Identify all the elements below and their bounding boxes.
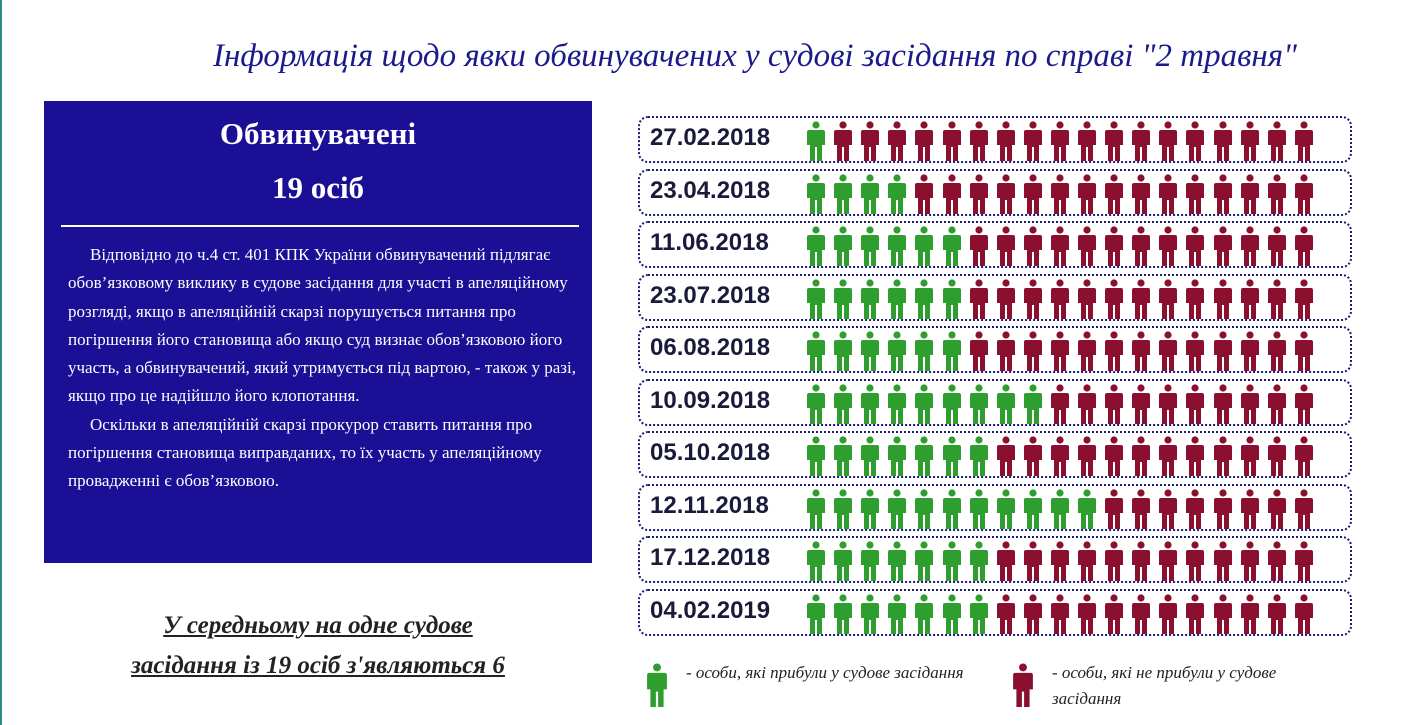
person-absent-icon	[1077, 384, 1097, 424]
person-present-icon	[806, 226, 826, 266]
person-absent-icon	[1104, 174, 1124, 214]
person-absent-icon	[1131, 226, 1151, 266]
row-date-label: 27.02.2018	[650, 124, 771, 151]
person-absent-icon	[1267, 594, 1287, 634]
person-absent-icon	[1240, 331, 1260, 371]
person-absent-icon	[1240, 226, 1260, 266]
person-present-icon	[833, 489, 853, 529]
person-absent-icon	[1213, 384, 1233, 424]
person-absent-icon	[969, 331, 989, 371]
attendance-row	[638, 431, 1352, 478]
person-absent-icon	[969, 174, 989, 214]
person-absent-icon	[1023, 121, 1043, 161]
person-present-icon	[806, 594, 826, 634]
person-absent-icon	[969, 226, 989, 266]
person-absent-icon	[1185, 226, 1205, 266]
person-present-icon	[833, 541, 853, 581]
person-absent-icon	[1213, 436, 1233, 476]
person-absent-icon	[1158, 541, 1178, 581]
person-present-icon	[887, 594, 907, 634]
person-absent-icon	[1077, 226, 1097, 266]
person-absent-icon	[1185, 174, 1205, 214]
person-present-icon	[646, 662, 668, 708]
row-figures	[806, 331, 1336, 371]
attendance-row	[638, 326, 1352, 373]
panel-heading-line2: 19 осіб	[271, 170, 365, 205]
legend-present-label: - особи, які прибули у судове засідання	[686, 663, 964, 682]
person-present-icon	[996, 384, 1016, 424]
person-present-icon	[887, 279, 907, 319]
person-absent-icon	[1185, 489, 1205, 529]
person-absent-icon	[1213, 594, 1233, 634]
person-absent-icon	[1294, 174, 1314, 214]
person-absent-icon	[1050, 226, 1070, 266]
person-present-icon	[914, 594, 934, 634]
person-present-icon	[806, 121, 826, 161]
row-date-label: 04.02.2019	[650, 596, 771, 624]
page-title: Інформація щодо явки обвинувачених у судові засідання по справі "2 травня"	[212, 38, 1298, 74]
person-absent-icon	[1294, 331, 1314, 371]
attendance-row	[638, 484, 1352, 531]
person-present-icon	[942, 541, 962, 581]
row-date-label: 11.06.2018	[650, 229, 769, 256]
person-absent-icon	[1077, 436, 1097, 476]
person-present-icon	[942, 279, 962, 319]
person-present-icon	[860, 489, 880, 529]
panel-paragraph-2: Оскільки в апеляційній скарзі прокурор ставить питання про погіршення становища виправданих, то їх участь у апеляційному провадженні є обов’язковою.	[68, 414, 542, 491]
left-edge-line	[0, 0, 2, 725]
row-figures	[806, 594, 1336, 634]
attendance-row	[638, 274, 1352, 321]
person-absent-icon	[1185, 436, 1205, 476]
person-absent-icon	[1050, 541, 1070, 581]
legend-absent-label: - особи, які не прибули у судове засідання	[1052, 663, 1277, 708]
person-absent-icon	[1267, 489, 1287, 529]
person-absent-icon	[1050, 384, 1070, 424]
person-absent-icon	[1023, 174, 1043, 214]
person-absent-icon	[1050, 279, 1070, 319]
person-present-icon	[1077, 489, 1097, 529]
attendance-row	[638, 116, 1352, 163]
person-present-icon	[914, 541, 934, 581]
person-absent-icon	[1240, 489, 1260, 529]
person-present-icon	[806, 384, 826, 424]
person-absent-icon	[1131, 174, 1151, 214]
person-absent-icon	[1294, 436, 1314, 476]
person-absent-icon	[1077, 331, 1097, 371]
person-absent-icon	[1023, 279, 1043, 319]
person-absent-icon	[1104, 331, 1124, 371]
person-present-icon	[833, 174, 853, 214]
person-absent-icon	[1158, 384, 1178, 424]
person-absent-icon	[996, 436, 1016, 476]
person-absent-icon	[1158, 174, 1178, 214]
person-present-icon	[996, 489, 1016, 529]
row-date-label: 06.08.2018	[650, 334, 771, 361]
row-figures	[806, 279, 1336, 319]
person-absent-icon	[1267, 121, 1287, 161]
person-present-icon	[914, 226, 934, 266]
person-absent-icon	[1267, 174, 1287, 214]
person-present-icon	[914, 436, 934, 476]
person-absent-icon	[1294, 226, 1314, 266]
person-absent-icon	[1240, 436, 1260, 476]
person-present-icon	[806, 174, 826, 214]
person-absent-icon	[1050, 594, 1070, 634]
person-absent-icon	[1131, 489, 1151, 529]
person-absent-icon	[1294, 489, 1314, 529]
person-present-icon	[806, 331, 826, 371]
person-absent-icon	[1077, 541, 1097, 581]
person-absent-icon	[1131, 594, 1151, 634]
person-present-icon	[860, 279, 880, 319]
person-present-icon	[942, 331, 962, 371]
person-present-icon	[1023, 384, 1043, 424]
person-present-icon	[887, 541, 907, 581]
person-present-icon	[833, 331, 853, 371]
person-present-icon	[887, 226, 907, 266]
person-absent-icon	[996, 541, 1016, 581]
row-date-label: 23.04.2018	[650, 176, 771, 204]
attendance-row	[638, 169, 1352, 216]
row-figures	[806, 121, 1336, 161]
person-absent-icon	[996, 331, 1016, 371]
person-present-icon	[914, 489, 934, 529]
person-absent-icon	[1267, 226, 1287, 266]
person-present-icon	[969, 594, 989, 634]
person-absent-icon	[887, 121, 907, 161]
person-present-icon	[860, 541, 880, 581]
person-absent-icon	[1050, 436, 1070, 476]
person-absent-icon	[1240, 174, 1260, 214]
person-absent-icon	[1131, 436, 1151, 476]
person-present-icon	[860, 174, 880, 214]
person-absent-icon	[1240, 121, 1260, 161]
person-present-icon	[806, 489, 826, 529]
person-absent-icon	[1158, 436, 1178, 476]
person-absent-icon	[1213, 489, 1233, 529]
person-absent-icon	[996, 174, 1016, 214]
person-present-icon	[806, 279, 826, 319]
row-figures	[806, 384, 1336, 424]
row-figures	[806, 226, 1336, 266]
person-absent-icon	[1077, 174, 1097, 214]
person-absent-icon	[1240, 279, 1260, 319]
person-present-icon	[887, 174, 907, 214]
person-absent-icon	[1131, 331, 1151, 371]
person-absent-icon	[1294, 279, 1314, 319]
person-absent-icon	[996, 279, 1016, 319]
person-absent-icon	[833, 121, 853, 161]
person-absent-icon	[1077, 279, 1097, 319]
person-absent-icon	[1023, 541, 1043, 581]
person-present-icon	[860, 226, 880, 266]
summary-line2: засідання із 19 осіб з'являються 6	[131, 652, 505, 679]
attendance-row	[638, 589, 1352, 636]
person-present-icon	[860, 594, 880, 634]
person-absent-icon	[969, 279, 989, 319]
person-absent-icon	[1050, 174, 1070, 214]
person-absent-icon	[996, 594, 1016, 634]
person-present-icon	[833, 594, 853, 634]
person-absent-icon	[1267, 436, 1287, 476]
person-absent-icon	[1213, 121, 1233, 161]
row-date-label: 17.12.2018	[650, 544, 771, 571]
person-absent-icon	[942, 174, 962, 214]
person-absent-icon	[1294, 594, 1314, 634]
person-absent-icon	[1267, 541, 1287, 581]
person-present-icon	[806, 541, 826, 581]
person-absent-icon	[996, 226, 1016, 266]
person-absent-icon	[1104, 436, 1124, 476]
person-absent-icon	[1240, 594, 1260, 634]
person-absent-icon	[1158, 331, 1178, 371]
person-absent-icon	[1104, 594, 1124, 634]
person-absent-icon	[1213, 226, 1233, 266]
person-present-icon	[833, 279, 853, 319]
person-absent-icon	[1213, 174, 1233, 214]
person-absent-icon	[1294, 384, 1314, 424]
person-absent-icon	[1267, 384, 1287, 424]
person-present-icon	[969, 489, 989, 529]
person-absent-icon	[914, 121, 934, 161]
attendance-row	[638, 536, 1352, 583]
person-present-icon	[887, 489, 907, 529]
person-present-icon	[969, 541, 989, 581]
person-absent-icon	[942, 121, 962, 161]
person-present-icon	[833, 384, 853, 424]
row-figures	[806, 541, 1336, 581]
person-present-icon	[806, 436, 826, 476]
panel-heading-line1: Обвинувачені	[219, 116, 417, 151]
attendance-chart	[638, 116, 1352, 641]
person-absent-icon	[1050, 121, 1070, 161]
summary-text	[44, 606, 592, 686]
panel-divider	[61, 225, 579, 227]
person-absent-icon	[1131, 279, 1151, 319]
person-absent-icon	[1012, 662, 1034, 708]
person-absent-icon	[1131, 121, 1151, 161]
person-absent-icon	[1185, 541, 1205, 581]
person-present-icon	[833, 226, 853, 266]
person-present-icon	[942, 226, 962, 266]
panel-paragraph-1: Відповідно до ч.4 ст. 401 КПК України обвинувачений підлягає обов’язковому виклику в судове засідання для участі в апеляційному розгляді, якщо в апеляційній скарзі порушується питання про погіршення його становища або якщо суд визнає обов’язковою його участь, а обвинувачений, який утримується під вартою, - також у разі, якщо про це надійшло його клопотання.	[68, 245, 576, 406]
row-figures	[806, 489, 1336, 529]
person-present-icon	[1050, 489, 1070, 529]
attendance-row	[638, 379, 1352, 426]
person-present-icon	[969, 436, 989, 476]
person-absent-icon	[1023, 226, 1043, 266]
person-absent-icon	[1077, 121, 1097, 161]
row-date-label: 05.10.2018	[650, 439, 771, 466]
row-date-label: 12.11.2018	[650, 491, 769, 519]
row-figures	[806, 436, 1336, 476]
row-figures	[806, 174, 1336, 214]
person-absent-icon	[1023, 594, 1043, 634]
person-absent-icon	[1240, 541, 1260, 581]
person-absent-icon	[1104, 279, 1124, 319]
person-present-icon	[914, 279, 934, 319]
person-absent-icon	[1185, 121, 1205, 161]
person-absent-icon	[1267, 279, 1287, 319]
person-present-icon	[860, 436, 880, 476]
person-present-icon	[833, 436, 853, 476]
person-present-icon	[887, 436, 907, 476]
person-present-icon	[969, 384, 989, 424]
person-absent-icon	[1294, 541, 1314, 581]
person-present-icon	[860, 331, 880, 371]
person-absent-icon	[1213, 541, 1233, 581]
person-present-icon	[942, 594, 962, 634]
person-absent-icon	[1158, 121, 1178, 161]
person-absent-icon	[1158, 279, 1178, 319]
person-absent-icon	[1023, 436, 1043, 476]
person-absent-icon	[1104, 541, 1124, 581]
person-absent-icon	[996, 121, 1016, 161]
person-absent-icon	[1185, 384, 1205, 424]
person-absent-icon	[1240, 384, 1260, 424]
person-present-icon	[942, 384, 962, 424]
person-absent-icon	[1104, 489, 1124, 529]
person-absent-icon	[1050, 331, 1070, 371]
attendance-row	[638, 221, 1352, 268]
panel-heading	[44, 107, 592, 215]
person-absent-icon	[1104, 121, 1124, 161]
person-absent-icon	[1104, 226, 1124, 266]
person-absent-icon	[1104, 384, 1124, 424]
person-absent-icon	[1158, 489, 1178, 529]
person-absent-icon	[914, 174, 934, 214]
person-present-icon	[914, 384, 934, 424]
row-date-label: 23.07.2018	[650, 281, 771, 309]
person-present-icon	[942, 489, 962, 529]
person-present-icon	[1023, 489, 1043, 529]
person-absent-icon	[969, 121, 989, 161]
person-absent-icon	[860, 121, 880, 161]
person-absent-icon	[1158, 594, 1178, 634]
person-absent-icon	[1294, 121, 1314, 161]
person-present-icon	[942, 436, 962, 476]
person-absent-icon	[1158, 226, 1178, 266]
person-absent-icon	[1213, 331, 1233, 371]
person-absent-icon	[1131, 384, 1151, 424]
row-date-label: 10.09.2018	[650, 386, 771, 414]
panel-text	[68, 241, 580, 496]
person-present-icon	[887, 384, 907, 424]
person-absent-icon	[1185, 331, 1205, 371]
person-absent-icon	[1077, 594, 1097, 634]
person-absent-icon	[1185, 594, 1205, 634]
person-present-icon	[914, 331, 934, 371]
person-absent-icon	[1023, 331, 1043, 371]
person-present-icon	[860, 384, 880, 424]
info-panel	[44, 101, 592, 563]
person-absent-icon	[1213, 279, 1233, 319]
person-present-icon	[887, 331, 907, 371]
person-absent-icon	[1185, 279, 1205, 319]
person-absent-icon	[1267, 331, 1287, 371]
person-absent-icon	[1131, 541, 1151, 581]
summary-line1: У середньому на одне судове	[163, 612, 473, 639]
